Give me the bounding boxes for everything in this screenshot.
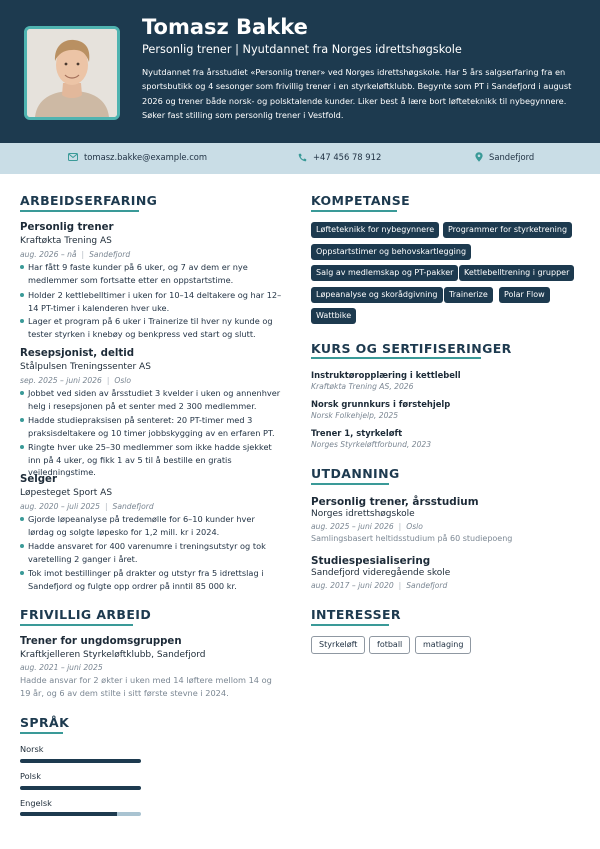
meta-separator: | [106, 376, 110, 385]
education-meta [311, 581, 447, 590]
language-level-bar [20, 759, 141, 763]
course-source: Norsk Folkehjelp, 2025 [311, 411, 399, 420]
job-location: Sandefjord [112, 502, 154, 511]
language-level-fill [20, 786, 141, 790]
resume-header [0, 0, 600, 143]
education-location: Sandefjord [406, 581, 448, 590]
section-title-experience: ARBEIDSERFARING [20, 193, 158, 208]
volunteer-dates: aug. 2021 – juni 2025 [20, 663, 103, 672]
job-meta [20, 502, 154, 511]
email-text: tomasz.bakke@example.com [84, 152, 208, 162]
volunteer-description: Hadde ansvar for 2 økter i uken med 14 løftere mellom 14 og 19 år, og 6 av dem stilte i sitt første stevne i 2024. [20, 675, 272, 698]
course-name: Norsk grunnkurs i førstehjelp [311, 399, 451, 409]
job-company: Løpesteget Sport AS [20, 488, 113, 498]
section-title-volunteer: FRIVILLIG ARBEID [20, 607, 152, 622]
job-company: Stålpulsen Treningssenter AS [20, 362, 151, 372]
job-dates: aug. 2026 – nå [20, 250, 77, 259]
email-contact[interactable] [68, 152, 207, 162]
headline: Personlig trener | Nyutdannet fra Norges idrettshøgskole [142, 43, 462, 56]
skill-tag: Polar Flow [499, 287, 550, 303]
job-meta [20, 250, 130, 259]
job-bullet: Holder 2 kettlebelltimer i uken for 10–14 deltakere og har 12–14 PT-timer i kalenderen hver uke. [20, 289, 282, 314]
course-name: Trener 1, styrkeløft [311, 428, 403, 438]
job-bullet: Hadde ansvaret for 400 varenumre i treningsutstyr og tok varetelling 2 ganger i året. [20, 540, 282, 565]
job-location: Sandefjord [89, 250, 131, 259]
section-title-interests: INTERESSER [311, 607, 401, 622]
skill-tag: Trainerize [444, 287, 493, 303]
phone-icon [298, 153, 307, 162]
skill-tag: Salg av medlemskap og PT-pakker [311, 265, 458, 281]
job-location: Oslo [114, 376, 132, 385]
interest-tag: matlaging [415, 636, 471, 654]
education-school: Sandefjord videregående skole [311, 568, 451, 578]
meta-separator: | [104, 502, 108, 511]
job-bullet: Ringte hver uke 25–30 medlemmer som ikke hadde sjekket inn på 4 uker, og fikk 1 av 5 til å bestille en gratis veiledningstime. [20, 441, 282, 479]
course-name: Instruktøropplæring i kettlebell [311, 370, 461, 380]
job-bullet: Hadde studiepraksisen på senteret: 20 PT-timer med 3 praksisdeltakere og 10 timer jobbskygging av en erfaren PT. [20, 414, 282, 439]
skill-tag: Oppstartstimer og behovskartlegging [311, 244, 471, 260]
section-title-skills: KOMPETANSE [311, 193, 411, 208]
skill-tag: Kettlebelltrening i grupper [459, 265, 574, 281]
skill-tag: Løpeanalyse og skorådgivning [311, 287, 443, 303]
skill-tag: Programmer for styrketrening [443, 222, 572, 238]
meta-separator: | [398, 581, 402, 590]
profile-photo [24, 26, 120, 120]
job-bullet: Lager et program på 6 uker i Trainerize til hver ny kunde og tester styrken i knebøy og benkpress ved start og slutt. [20, 315, 282, 340]
job-title: Personlig trener [20, 222, 114, 233]
education-location: Oslo [406, 522, 423, 531]
profile-summary: Nyutdannet fra årsstudiet «Personlig trener» ved Norges idrettshøgskole. Har 5 års salgserfaring fra en sportsbutikk og 4 sesonger som frivillig trener i en styrkeløftklubb. Begynte som PT i Sandefjord i august 2026 og trener både norsk- og polsktalende kunder. Liker best å lære bort løfteteknikk til nybegynnere. Søker fast stilling som personlig trener i Vestfold. [142, 67, 572, 120]
section-underline [311, 210, 397, 212]
interest-tag: Styrkeløft [311, 636, 365, 654]
language-name: Norsk [20, 744, 44, 754]
job-dates: aug. 2020 – juli 2025 [20, 502, 100, 511]
job-title: Resepsjonist, deltid [20, 348, 135, 359]
job-company: Kraftøkta Trening AS [20, 236, 112, 246]
section-underline [20, 732, 63, 734]
phone-contact[interactable] [298, 152, 381, 162]
meta-separator: | [398, 522, 402, 531]
location-text: Sandefjord [489, 152, 535, 162]
section-underline [20, 210, 139, 212]
volunteer-title: Trener for ungdomsgruppen [20, 636, 182, 647]
education-dates: aug. 2017 – juni 2020 [311, 581, 394, 590]
phone-text: +47 456 78 912 [313, 152, 382, 162]
section-title-courses: KURS OG SERTIFISERINGER [311, 341, 512, 356]
skill-tag: Løfteteknikk for nybegynnere [311, 222, 439, 238]
course-source: Kraftøkta Trening AS, 2026 [311, 382, 414, 391]
education-dates: aug. 2025 – juni 2026 [311, 522, 394, 531]
contact-bar [0, 143, 600, 174]
language-name: Engelsk [20, 798, 52, 808]
job-dates: sep. 2025 – juni 2026 [20, 376, 102, 385]
language-level-fill [20, 812, 117, 816]
skill-tag: Wattbike [311, 308, 356, 324]
interest-tag: fotball [369, 636, 410, 654]
job-meta [20, 376, 131, 385]
education-school: Norges idrettshøgskole [311, 509, 415, 519]
job-bullet: Tok imot bestillinger på drakter og utstyr fra 5 idrettslag i Sandefjord og fulgte opp ordrer på inntil 85 000 kr. [20, 567, 282, 592]
section-title-languages: SPRÅK [20, 715, 70, 730]
language-level-fill [20, 759, 141, 763]
education-degree: Personlig trener, årsstudium [311, 496, 479, 508]
volunteer-org: Kraftkjelleren Styrkeløftklubb, Sandefjord [20, 650, 206, 660]
education-meta [311, 522, 423, 531]
section-title-education: UTDANNING [311, 466, 400, 481]
location-pin-icon [475, 152, 483, 162]
course-source: Norges Styrkeløftforbund, 2023 [311, 440, 432, 449]
language-name: Polsk [20, 771, 41, 781]
section-underline [311, 483, 389, 485]
section-underline [311, 357, 481, 359]
job-bullet: Har fått 9 faste kunder på 6 uker, og 7 av dem er nye medlemmer som fortsatte etter en oppstartstime. [20, 261, 282, 286]
full-name: Tomasz Bakke [142, 15, 308, 39]
envelope-icon [68, 153, 78, 161]
language-level-bar [20, 812, 141, 816]
language-level-bar [20, 786, 141, 790]
meta-separator: | [81, 250, 85, 259]
education-note: Samlingsbasert heltidsstudium på 60 studiepoeng [311, 534, 513, 543]
location-contact [475, 152, 534, 162]
job-title: Selger [20, 474, 57, 485]
job-bullet: Gjorde løpeanalyse på tredemølle for 6–10 kunder hver lørdag og solgte løpesko for 1,2 mill. kr i 2024. [20, 513, 282, 538]
job-bullet: Jobbet ved siden av årsstudiet 3 kvelder i uken og annenhver helg i resepsjonen på et senter med 2 300 medlemmer. [20, 387, 282, 412]
education-degree: Studiespesialisering [311, 555, 431, 567]
section-underline [20, 624, 133, 626]
section-underline [311, 624, 389, 626]
